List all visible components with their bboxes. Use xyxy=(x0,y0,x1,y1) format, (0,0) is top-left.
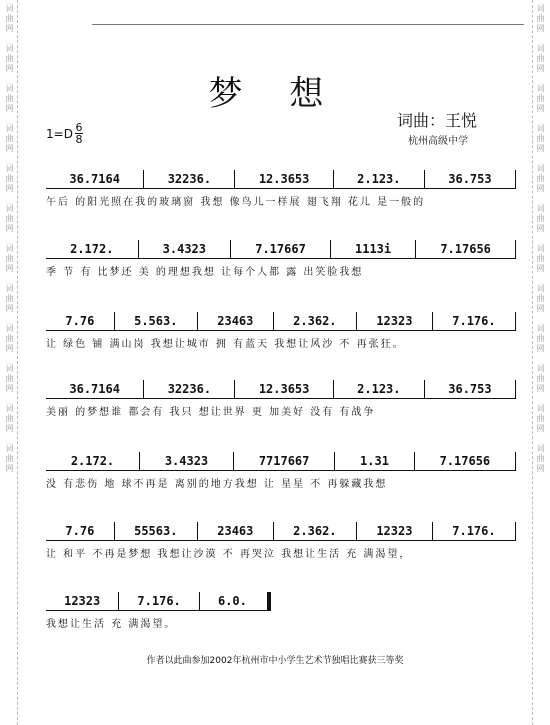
song-title: 梦 想 xyxy=(208,74,342,114)
watermark-group xyxy=(6,284,14,314)
watermark-char: 网 xyxy=(5,384,14,393)
watermark-group xyxy=(537,364,545,394)
measure: 7717667 xyxy=(258,454,310,468)
watermark-char: 网 xyxy=(5,104,14,113)
notation-line xyxy=(46,170,516,189)
watermark-char: 曲 xyxy=(536,14,545,23)
watermark-char: 曲 xyxy=(5,374,14,383)
watermark-char: 词 xyxy=(536,324,545,333)
lyrics-line: 没 有悲伤 地 球不再是 离别的地方我想 让 星星 不 再躲藏我想 xyxy=(46,479,388,490)
watermark-group xyxy=(6,204,14,234)
watermark-char: 网 xyxy=(5,344,14,353)
watermark-char: 网 xyxy=(536,384,545,393)
watermark-group xyxy=(6,244,14,274)
watermark-char: 词 xyxy=(536,364,545,373)
watermark-char: 词 xyxy=(5,364,14,373)
measure: 36.753 xyxy=(448,172,492,186)
watermark-char: 网 xyxy=(5,24,14,33)
watermark-char: 曲 xyxy=(5,454,14,463)
watermark-char: 网 xyxy=(5,264,14,273)
watermark-group xyxy=(6,4,14,34)
watermark-char: 曲 xyxy=(5,54,14,63)
watermark-char: 词 xyxy=(536,204,545,213)
watermark-char: 网 xyxy=(5,184,14,193)
barline xyxy=(515,380,516,398)
watermark-char: 网 xyxy=(536,424,545,433)
watermark-char: 词 xyxy=(536,44,545,53)
final-barline xyxy=(267,592,271,610)
watermark-char: 网 xyxy=(536,264,545,273)
measure: 12323 xyxy=(64,594,101,608)
lyrics-line: 让 和平 不再是梦想 我想让沙漠 不 再哭泣 我想让生活 充 满渴望， xyxy=(46,549,412,560)
barline xyxy=(515,170,516,188)
watermark-char: 曲 xyxy=(536,454,545,463)
score-system xyxy=(46,312,516,350)
time-signature xyxy=(75,122,83,145)
watermark-char: 词 xyxy=(5,44,14,53)
watermark-char: 词 xyxy=(536,84,545,93)
watermark-group xyxy=(6,124,14,154)
watermark-char: 曲 xyxy=(5,94,14,103)
watermark-char: 曲 xyxy=(536,174,545,183)
watermark-char: 网 xyxy=(5,144,14,153)
watermark-char: 词 xyxy=(5,444,14,453)
time-signature-bottom: 8 xyxy=(75,133,83,146)
watermark-char: 词 xyxy=(536,164,545,173)
watermark-group xyxy=(537,244,545,274)
watermark-char: 曲 xyxy=(5,14,14,23)
measure: 6.0. xyxy=(217,594,247,608)
measure: 7.76 xyxy=(65,524,95,538)
measure: 12.3653 xyxy=(258,382,310,396)
watermark-char: 网 xyxy=(5,424,14,433)
watermark-char: 词 xyxy=(536,244,545,253)
measure: 55563. xyxy=(134,524,178,538)
watermark-char: 词 xyxy=(536,4,545,13)
watermark-char: 词 xyxy=(536,284,545,293)
watermark-char: 曲 xyxy=(5,414,14,423)
watermark-char: 网 xyxy=(536,224,545,233)
watermark-char: 曲 xyxy=(536,374,545,383)
watermark-char: 曲 xyxy=(536,214,545,223)
watermark-char: 词 xyxy=(5,164,14,173)
watermark-char: 曲 xyxy=(536,254,545,263)
watermark-group xyxy=(537,164,545,194)
watermark-char: 曲 xyxy=(5,334,14,343)
watermark-char: 网 xyxy=(536,304,545,313)
measure: 12323 xyxy=(376,314,413,328)
key-label: 1=D xyxy=(46,126,73,141)
watermark-char: 词 xyxy=(536,404,545,413)
watermark-group xyxy=(537,124,545,154)
watermark-group xyxy=(537,444,545,474)
measure: 7.176. xyxy=(137,594,181,608)
lyrics-line: 我想让生活 充 满渴望。 xyxy=(46,619,177,630)
composer-credit: 词曲：王悦 xyxy=(397,111,478,130)
watermark-char: 词 xyxy=(5,204,14,213)
watermark-char: 词 xyxy=(536,124,545,133)
measure: 1113i xyxy=(355,242,392,256)
measure: 12323 xyxy=(376,524,413,538)
watermark-char: 网 xyxy=(536,344,545,353)
notation-line xyxy=(46,452,516,471)
watermark-char: 曲 xyxy=(5,134,14,143)
barline xyxy=(515,240,516,258)
watermark-char: 网 xyxy=(5,304,14,313)
watermark-group xyxy=(537,404,545,434)
measure: 32236. xyxy=(167,382,212,396)
measure: 2.123. xyxy=(357,382,401,396)
measure: 3.4323 xyxy=(162,242,207,256)
lyrics-line: 季 节 有 比梦还 美 的理想我想 让每个人都 露 出笑脸我想 xyxy=(46,267,364,278)
barline xyxy=(515,522,516,540)
score-system xyxy=(46,452,516,490)
watermark-group xyxy=(6,164,14,194)
watermark-char: 词 xyxy=(5,324,14,333)
lyrics-line: 让 绿色 铺 满山岗 我想让城市 拥 有蓝天 我想让风沙 不 再张狂。 xyxy=(46,339,405,350)
measure: 7.176. xyxy=(452,314,496,328)
watermark-group xyxy=(6,404,14,434)
barline xyxy=(515,452,516,470)
watermark-char: 词 xyxy=(5,404,14,413)
barline xyxy=(515,312,516,330)
watermark-group xyxy=(537,4,545,34)
measure: 2.172. xyxy=(70,454,115,468)
watermark-group xyxy=(537,204,545,234)
watermark-group xyxy=(6,364,14,394)
watermark-char: 网 xyxy=(536,464,545,473)
measure: 2.123. xyxy=(357,172,401,186)
watermark-char: 曲 xyxy=(536,414,545,423)
watermark-char: 网 xyxy=(5,464,14,473)
measure: 1.31 xyxy=(360,454,389,468)
lyrics-line: 午后 的阳光照在我的玻璃窗 我想 像鸟儿一样展 翅飞翔 花儿 是一般的 xyxy=(46,197,426,208)
notation-line xyxy=(46,240,516,259)
watermark-char: 曲 xyxy=(5,254,14,263)
score-system xyxy=(46,592,271,630)
score-system xyxy=(46,170,516,208)
watermark-char: 曲 xyxy=(536,294,545,303)
measure: 36.753 xyxy=(448,382,492,396)
measure: 2.362. xyxy=(293,314,337,328)
measure: 32236. xyxy=(167,172,212,186)
score-system xyxy=(46,240,516,278)
notation-line xyxy=(46,380,516,399)
footer-note: 作者以此曲参加2002年杭州市中小学生艺术节独唱比赛获三等奖 xyxy=(146,656,404,666)
measure: 36.7164 xyxy=(69,172,120,186)
watermark-char: 网 xyxy=(5,64,14,73)
watermark-group xyxy=(537,284,545,314)
watermark-char: 网 xyxy=(536,64,545,73)
watermark-char: 网 xyxy=(536,144,545,153)
watermark-char: 网 xyxy=(536,184,545,193)
notation-line xyxy=(46,312,516,331)
notation-line xyxy=(46,522,516,541)
watermark-char: 词 xyxy=(5,284,14,293)
measure: 7.17667 xyxy=(255,242,306,256)
watermark-group xyxy=(6,444,14,474)
lyrics-line: 美丽 的梦想谁 都会有 我只 想让世界 更 加美好 没有 有战争 xyxy=(46,407,376,418)
watermark-char: 曲 xyxy=(5,294,14,303)
measure: 7.17656 xyxy=(440,242,491,256)
measure: 2.362. xyxy=(293,524,337,538)
watermark-char: 词 xyxy=(5,244,14,253)
measure: 2.172. xyxy=(70,242,114,256)
measure: 7.76 xyxy=(65,314,95,328)
watermark-char: 曲 xyxy=(536,94,545,103)
school-name: 杭州高级中学 xyxy=(408,136,468,147)
watermark-group xyxy=(6,324,14,354)
notation-line xyxy=(46,592,271,611)
measure: 36.7164 xyxy=(69,382,120,396)
watermark-char: 曲 xyxy=(5,174,14,183)
watermark-group xyxy=(537,324,545,354)
watermark-char: 网 xyxy=(5,224,14,233)
watermark-char: 词 xyxy=(5,124,14,133)
watermark-char: 网 xyxy=(536,104,545,113)
watermark-char: 词 xyxy=(536,444,545,453)
watermark-char: 曲 xyxy=(536,54,545,63)
watermark-char: 曲 xyxy=(536,334,545,343)
watermark-char: 曲 xyxy=(536,134,545,143)
score-system xyxy=(46,380,516,418)
score-system xyxy=(46,522,516,560)
time-signature-top: 6 xyxy=(75,121,83,134)
measure: 5.563. xyxy=(134,314,178,328)
watermark-char: 曲 xyxy=(5,214,14,223)
measure: 23463 xyxy=(217,314,254,328)
measure: 12.3653 xyxy=(258,172,310,186)
measure: 3.4323 xyxy=(164,454,209,468)
key-signature xyxy=(46,122,83,145)
measure: 23463 xyxy=(217,524,254,538)
measure: 7.17656 xyxy=(439,454,491,468)
watermark-char: 词 xyxy=(5,84,14,93)
header-rule xyxy=(92,24,524,25)
watermark-char: 网 xyxy=(536,24,545,33)
watermark-char: 词 xyxy=(5,4,14,13)
measure: 7.176. xyxy=(452,524,496,538)
